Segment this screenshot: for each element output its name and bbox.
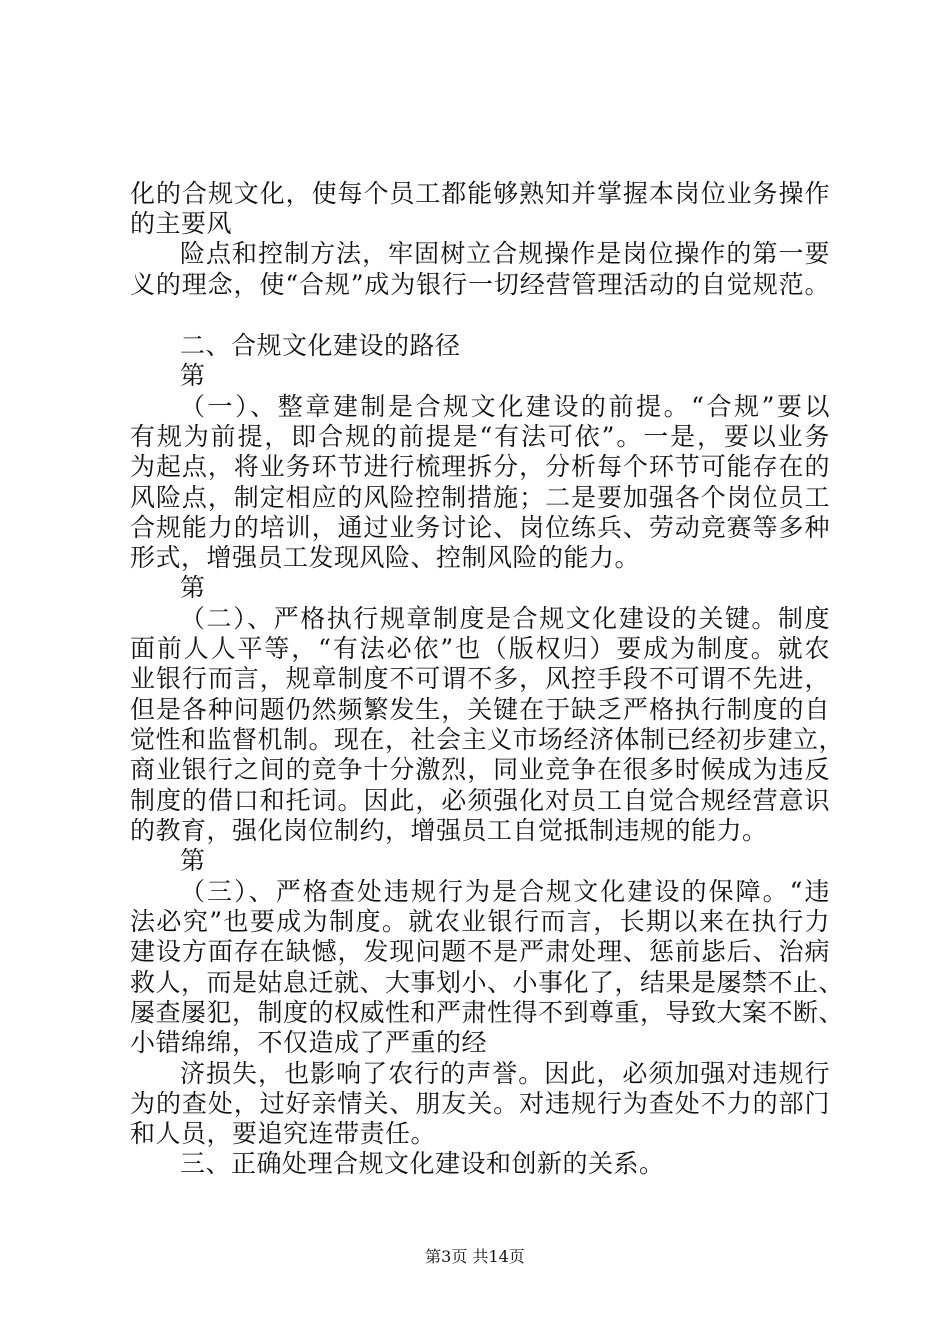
text-line-9: 为起点，将业务环节进行梳理拆分，分析每个环节可能存在的 xyxy=(130,452,830,481)
page-number-footer: 第3页 共14页 xyxy=(425,1247,525,1266)
text-line-6: 第 xyxy=(180,361,206,390)
text-line-21: 的教育，强化岗位制约，增强员工自觉抵制违规的能力。 xyxy=(130,816,768,845)
text-line-23: （三）、严格查处违规行为是合规文化建设的保障。“违 xyxy=(180,877,830,906)
text-line-13: 第 xyxy=(180,573,206,602)
text-line-12: 形式，增强员工发现风险、控制风险的能力。 xyxy=(130,543,641,572)
text-line-19: 商业银行之间的竞争十分激烈，同业竞争在很多时候成为违反 xyxy=(130,755,830,784)
text-line-15: 面前人人平等，“有法必依”也（版权归）要成为制度。就农 xyxy=(130,634,830,663)
text-line-3: 险点和控制方法，牢固树立合规操作是岗位操作的第一要 xyxy=(180,239,830,268)
text-line-4: 义的理念，使“合规”成为银行一切经营管理活动的自觉规范。 xyxy=(130,270,830,299)
text-line-25: 建设方面存在缺憾，发现问题不是严肃处理、惩前毖后、治病 xyxy=(130,937,830,966)
text-line-24: 法必究”也要成为制度。就农业银行而言，长期以来在执行力 xyxy=(130,907,830,936)
text-line-7: （一）、整章建制是合规文化建设的前提。“合规”要以 xyxy=(180,392,830,421)
text-line-16: 业银行而言，规章制度不可谓不多，风控手段不可谓不先进， xyxy=(130,664,830,693)
text-line-11: 合规能力的培训，通过业务讨论、岗位练兵、劳动竞赛等多种 xyxy=(130,513,830,542)
section-heading-3: 三、正确处理合规文化建设和创新的关系。 xyxy=(180,1149,665,1178)
text-line-31: 和人员，要追究连带责任。 xyxy=(130,1119,437,1148)
section-heading-2: 二、合规文化建设的路径 xyxy=(180,331,461,360)
text-line-17: 但是各种问题仍然频繁发生，关键在于缺乏严格执行制度的自 xyxy=(130,695,830,724)
text-line-20: 制度的借口和托词。因此，必须强化对员工自觉合规经营意识 xyxy=(130,786,830,815)
text-line-1: 化的合规文化，使每个员工都能够熟知并掌握本岗位业务操作 xyxy=(130,179,830,208)
text-line-30: 为的查处，过好亲情关、朋友关。对违规行为查处不力的部门 xyxy=(130,1089,830,1118)
text-line-14: （二）、严格执行规章制度是合规文化建设的关键。制度 xyxy=(180,604,830,633)
text-line-8: 有规为前提，即合规的前提是“有法可依”。一是，要以业务 xyxy=(130,422,830,451)
text-line-18: 觉性和监督机制。现在，社会主义市场经济体制已经初步建立， xyxy=(130,725,845,754)
text-line-28: 小错绵绵，不仅造成了严重的经 xyxy=(130,1028,488,1057)
text-line-27: 屡查屡犯，制度的权威性和严肃性得不到尊重，导致大案不断、 xyxy=(130,998,845,1027)
text-line-26: 救人，而是姑息迁就、大事划小、小事化了，结果是屡禁不止、 xyxy=(130,968,845,997)
text-line-10: 风险点，制定相应的风险控制措施；二是要加强各个岗位员工 xyxy=(130,483,830,512)
text-line-29: 济损失，也影响了农行的声誉。因此，必须加强对违规行 xyxy=(180,1059,830,1088)
text-line-22: 第 xyxy=(180,846,206,875)
text-line-2: 的主要风 xyxy=(130,209,233,238)
